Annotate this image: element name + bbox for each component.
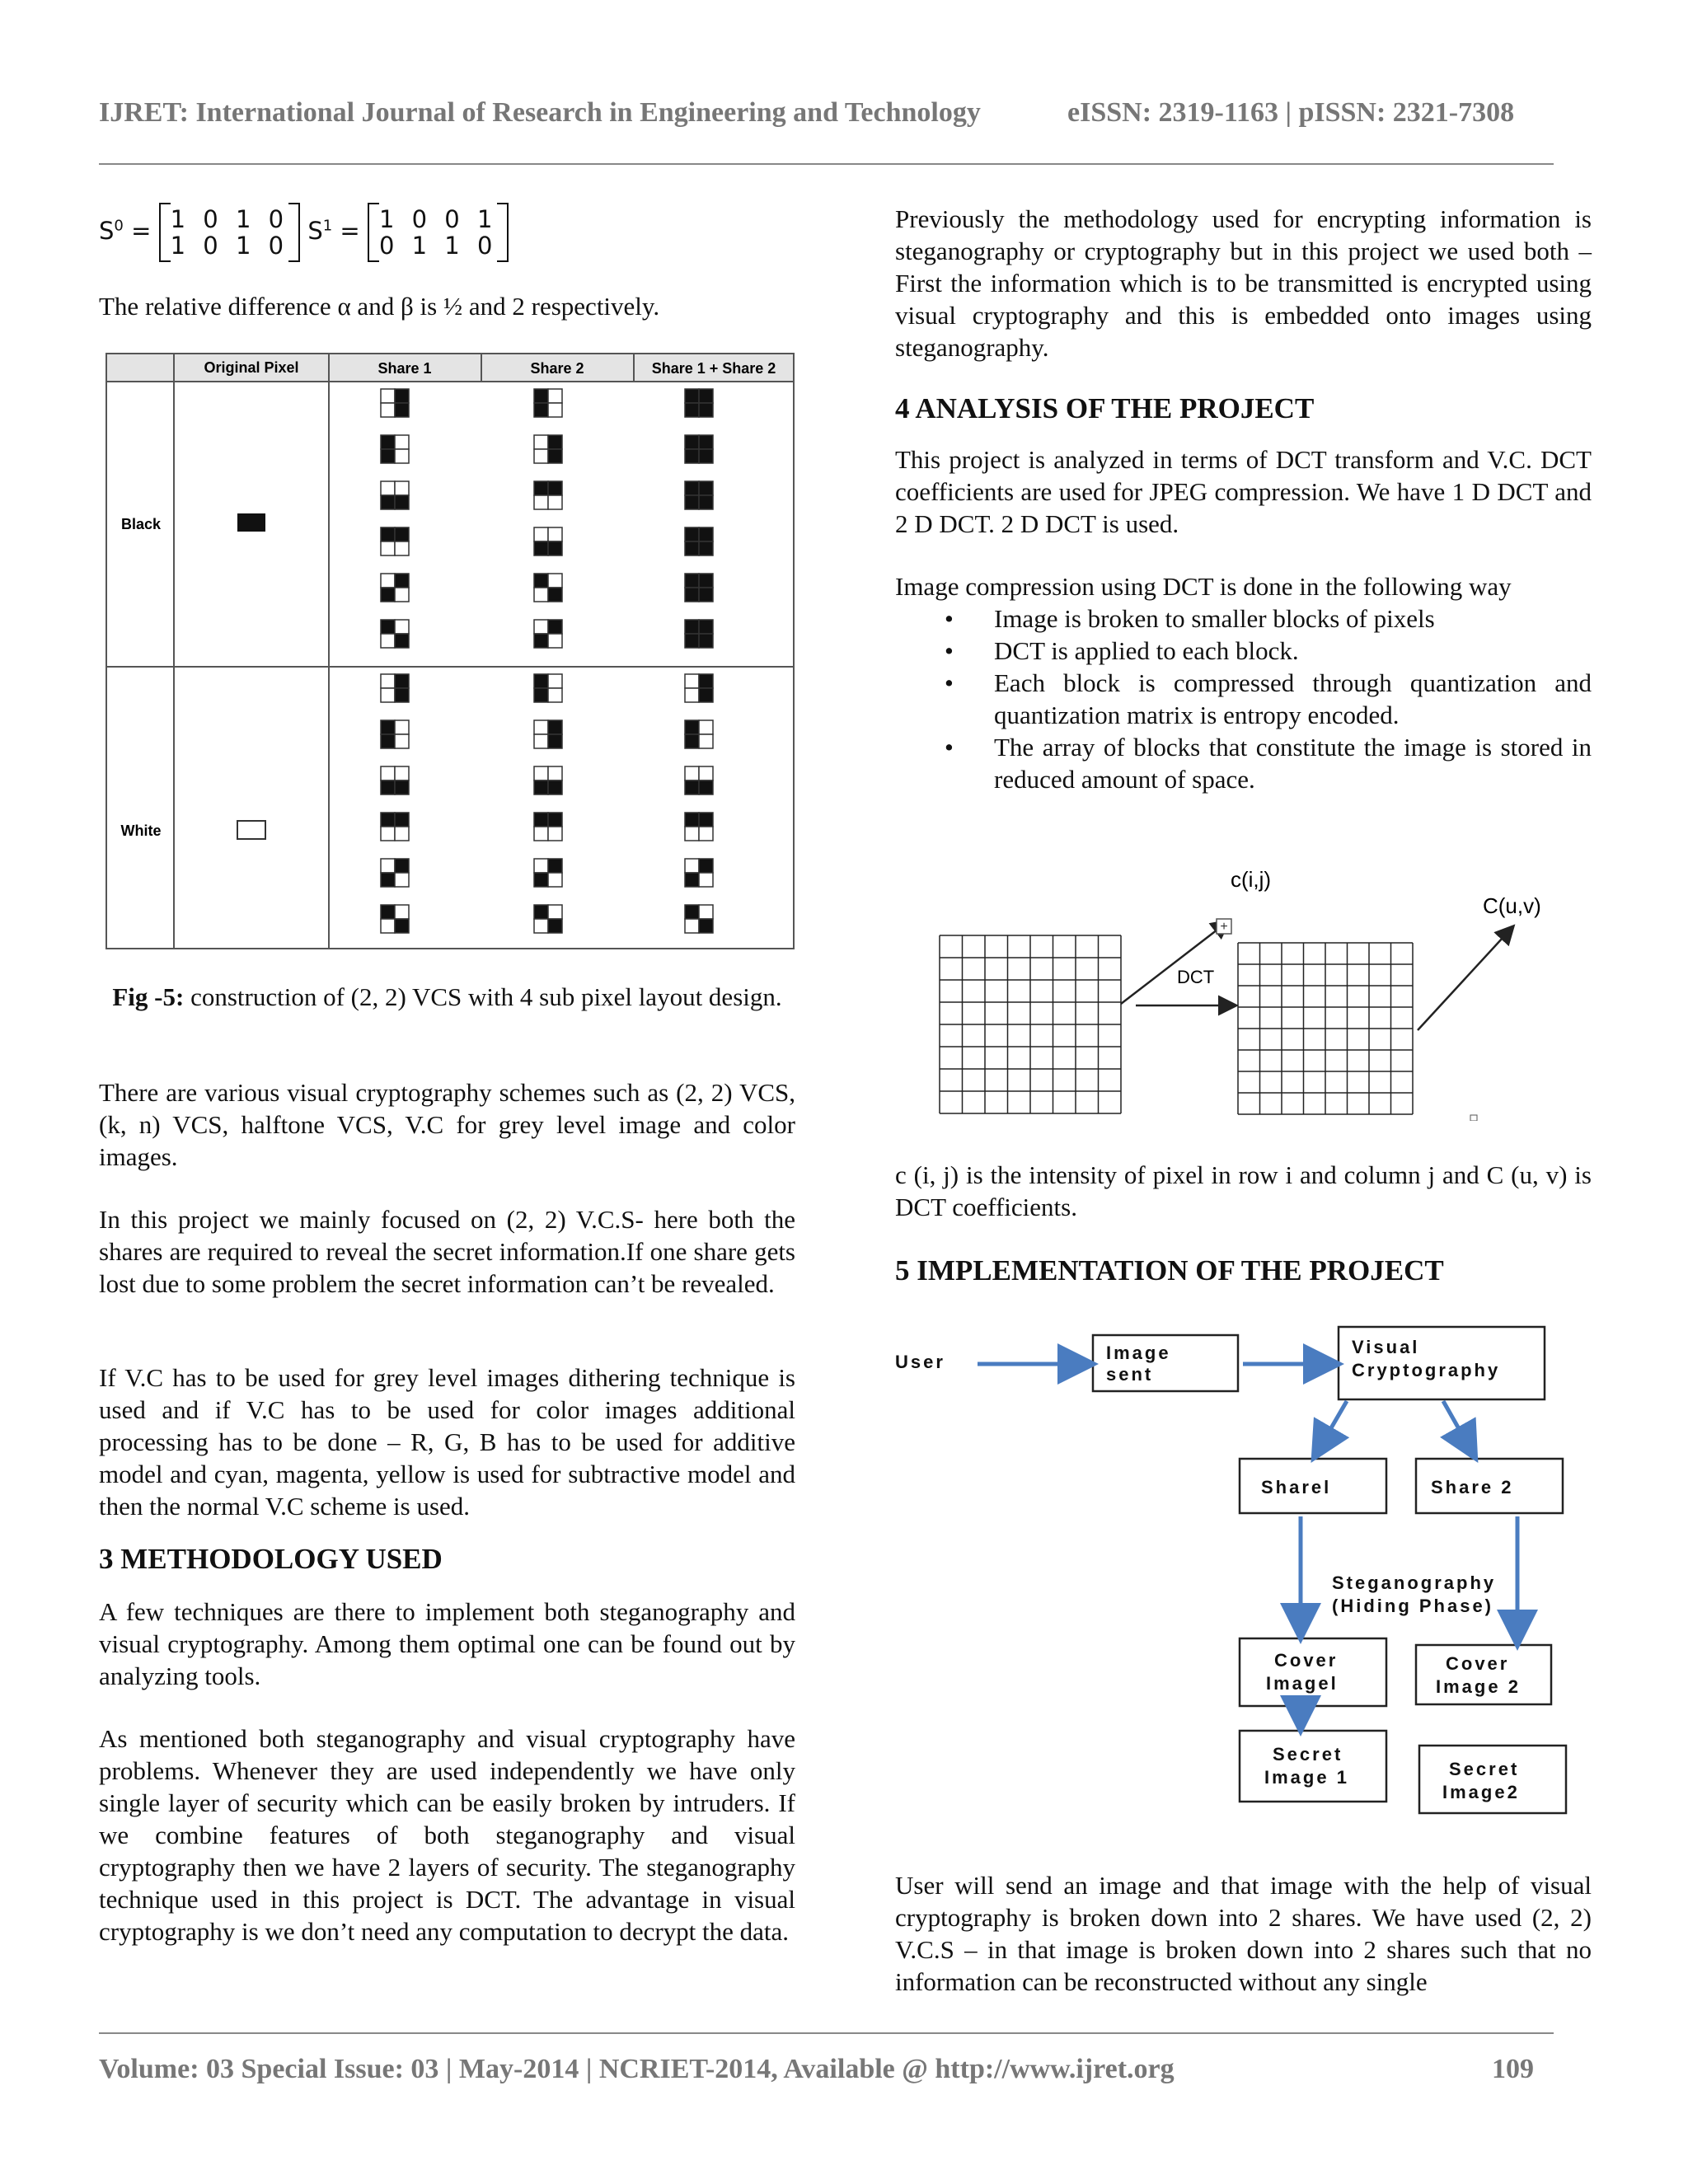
para-compression-intro: Image compression using DCT is done in the following way bbox=[895, 572, 1512, 601]
col-original-pixel: Original Pixel bbox=[204, 359, 299, 376]
relative-difference: The relative difference α and β is ½ and 2 respectively. bbox=[99, 292, 660, 321]
subpixel-block bbox=[534, 905, 562, 933]
subpixel-block bbox=[381, 389, 409, 417]
heading-implementation: 5 IMPLEMENTATION OF THE PROJECT bbox=[895, 1254, 1444, 1286]
subpixel-block bbox=[534, 389, 562, 417]
dct-figure bbox=[931, 865, 1591, 1121]
subpixel-block bbox=[534, 813, 562, 841]
para-vcs-schemes: There are various visual cryptography schemes such as (2, 2) VCS, (k, n) VCS, halftone VCS, V.C for grey level image and color images. bbox=[99, 1078, 795, 1171]
subpixel-block bbox=[534, 620, 562, 648]
row-black-label: Black bbox=[120, 516, 162, 532]
col-share2: Share 2 bbox=[530, 360, 584, 377]
cover1-line2: Imagel bbox=[1266, 1673, 1339, 1694]
list-item: • Each block is compressed through quantization and quantization matrix is entropy encoded. bbox=[895, 667, 1592, 731]
s1-label: $S^1$ = bbox=[307, 217, 360, 245]
s1-matrix: 1 0 0 1 0 1 1 0 bbox=[378, 205, 498, 260]
subpixel-block bbox=[534, 674, 562, 702]
steganography-label: Steganography bbox=[1332, 1572, 1497, 1593]
running-footer bbox=[99, 2054, 1550, 2085]
header-rule bbox=[99, 163, 1554, 165]
list-item: • DCT is applied to each block. bbox=[895, 635, 1592, 667]
subpixel-block bbox=[685, 905, 713, 933]
subpixel-block bbox=[685, 674, 713, 702]
para-user-send: User will send an image and that image with the help of visual cryptography is broken down into 2 shares. We have used (2, 2) V.C.S – in that image is broken down into 2 shares such that no information can be reconstructed without any single bbox=[895, 1871, 1592, 1996]
image-sent-line1: Image bbox=[1106, 1343, 1171, 1363]
running-header bbox=[99, 97, 1550, 129]
list-item: • Image is broken to smaller blocks of pixels bbox=[895, 602, 1592, 635]
coefficient-grid bbox=[1238, 943, 1413, 1114]
para-grey-color: If V.C has to be used for grey level images dithering technique is used and if V.C has to be used for color images additional processing has to be done – R, G, B has to be used for additive model and cyan, magenta, yellow is used for subtractive model and then the normal V.C scheme is used. bbox=[99, 1363, 795, 1521]
subpixel-block bbox=[534, 720, 562, 748]
secret2-line1: Secret bbox=[1449, 1759, 1520, 1779]
white-pixel bbox=[237, 821, 265, 839]
cover2-line1: Cover bbox=[1446, 1653, 1510, 1674]
para-dct-analysis: This project is analyzed in terms of DCT transform and V.C. DCT coefficients are used for JPEG compression. We have 1 D DCT and 2 D DCT. 2 D DCT is used. bbox=[895, 445, 1592, 538]
col-share1: Share 1 bbox=[377, 360, 432, 377]
subpixel-block bbox=[685, 859, 713, 887]
share1-label: Sharel bbox=[1261, 1477, 1332, 1497]
row-white-label: White bbox=[120, 823, 162, 839]
heading-analysis: 4 ANALYSIS OF THE PROJECT bbox=[895, 392, 1315, 424]
subpixel-block bbox=[534, 527, 562, 555]
subpixel-block bbox=[685, 813, 713, 841]
s0-matrix: 1 0 1 0 1 0 1 0 bbox=[170, 205, 289, 260]
subpixel-block bbox=[381, 574, 409, 602]
subpixel-block bbox=[534, 481, 562, 509]
heading-methodology: 3 METHODOLOGY USED bbox=[99, 1543, 443, 1575]
secret-image1-box bbox=[1240, 1731, 1386, 1802]
subpixel-block bbox=[534, 435, 562, 463]
user-label: User bbox=[895, 1352, 945, 1372]
subpixel-block bbox=[685, 720, 713, 748]
subpixel-block bbox=[685, 766, 713, 794]
share2-label: Share 2 bbox=[1431, 1477, 1514, 1497]
para-intensity: c (i, j) is the intensity of pixel in row i and column j and C (u, v) is DCT coefficients. bbox=[895, 1160, 1592, 1221]
subpixel-block bbox=[381, 766, 409, 794]
fig5-caption: Fig -5: construction of (2, 2) VCS with 4 sub pixel layout design. bbox=[112, 982, 782, 1011]
subpixel-block bbox=[381, 674, 409, 702]
subpixel-block bbox=[685, 435, 713, 463]
page-number: 109 bbox=[1492, 2054, 1534, 2084]
subpixel-block bbox=[381, 435, 409, 463]
subpixel-block bbox=[685, 527, 713, 555]
vc-line1: Visual bbox=[1352, 1337, 1420, 1357]
implementation-flow bbox=[895, 1317, 1592, 1828]
journal-title: IJRET: International Journal of Research in Engineering and Technology bbox=[99, 97, 981, 128]
subpixel-block bbox=[534, 574, 562, 602]
s0-label: $S^0$ = bbox=[99, 217, 152, 245]
cover-image1-box bbox=[1240, 1638, 1386, 1706]
subpixel-block bbox=[685, 620, 713, 648]
subpixel-block bbox=[685, 389, 713, 417]
footer-rule bbox=[99, 2032, 1554, 2034]
subpixel-block bbox=[381, 859, 409, 887]
para-focus: In this project we mainly focused on (2, 2) V.C.S- here both the shares are required to reveal the secret information.If one share gets lost due to some problem the secret information can’t be revealed. bbox=[99, 1205, 795, 1298]
black-pixel bbox=[237, 513, 265, 532]
matrices bbox=[99, 203, 795, 262]
coefficient-label: C(u,v) bbox=[1483, 893, 1541, 918]
svg-text:+: + bbox=[1220, 920, 1228, 934]
secret2-line2: Image2 bbox=[1442, 1782, 1520, 1802]
secret1-line1: Secret bbox=[1273, 1744, 1343, 1765]
subpixel-block bbox=[534, 766, 562, 794]
col-share-sum: Share 1 + Share 2 bbox=[651, 360, 776, 377]
subpixel-block bbox=[685, 574, 713, 602]
subpixel-block bbox=[534, 859, 562, 887]
secret-image2-box bbox=[1419, 1746, 1566, 1813]
subpixel-block bbox=[685, 481, 713, 509]
image-sent-line2: sent bbox=[1106, 1364, 1154, 1385]
subpixel-block bbox=[381, 905, 409, 933]
subpixel-block bbox=[381, 720, 409, 748]
pixel-label: c(i,j) bbox=[1231, 867, 1272, 892]
para-techniques: A few techniques are there to implement both steganography and visual cryptography. Among them optimal one can be found out by analyzing tools. bbox=[99, 1597, 795, 1690]
pixel-grid bbox=[940, 935, 1121, 1113]
issn: eISSN: 2319-1163 | pISSN: 2321-7308 bbox=[1067, 97, 1515, 128]
subpixel-block bbox=[381, 813, 409, 841]
secret1-line2: Image 1 bbox=[1264, 1767, 1349, 1788]
subpixel-block bbox=[381, 527, 409, 555]
volume-info: Volume: 03 Special Issue: 03 | May-2014 | NCRIET-2014, Available @ http://www.ijret.org bbox=[99, 2054, 1175, 2084]
vc-line2: Cryptography bbox=[1352, 1360, 1501, 1380]
dct-label: DCT bbox=[1177, 967, 1215, 987]
para-layers-security: As mentioned both steganography and visual cryptography have problems. Whenever they are used independently we have only single layer of security which can be easily broken by intruders. If we combine features of both steganography and visual cryptography then we have 2 layers of security. The steganography technique used in this project is DCT. The advantage in visual cryptography is we don’t need any computation to decrypt the data. bbox=[99, 1724, 795, 1946]
subpixel-block bbox=[381, 620, 409, 648]
compression-steps bbox=[895, 602, 1592, 795]
fig5-vcs-table bbox=[106, 353, 795, 949]
cover2-line2: Image 2 bbox=[1436, 1676, 1521, 1697]
hiding-phase-label: (Hiding Phase) bbox=[1332, 1596, 1494, 1616]
list-item: • The array of blocks that constitute the image is stored in reduced amount of space. bbox=[895, 731, 1592, 795]
cover1-line1: Cover bbox=[1274, 1650, 1339, 1671]
subpixel-block bbox=[381, 481, 409, 509]
para-previous-methodology: Previously the methodology used for encrypting information is steganography or cryptography but in this project we used both – First the information which is to be transmitted is encrypted using visual cryptography and this is embedded onto images using steganography. bbox=[895, 204, 1592, 362]
